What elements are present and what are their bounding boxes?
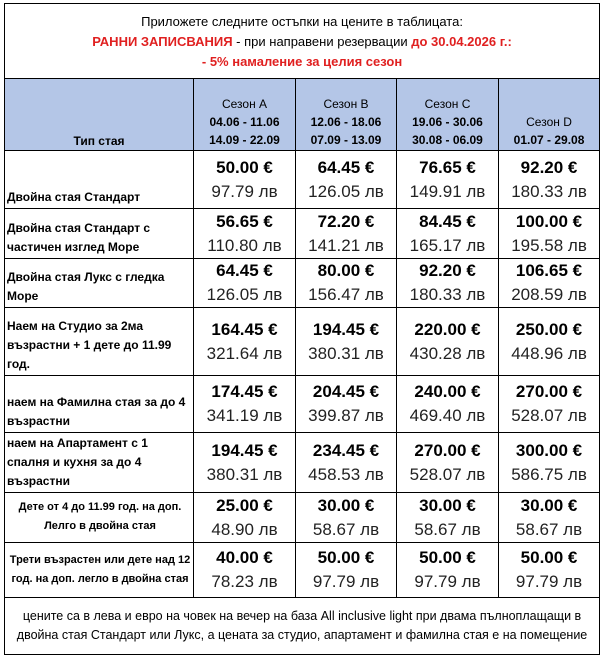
table-row bbox=[5, 543, 600, 598]
price-eur: 164.45 € bbox=[211, 319, 278, 339]
price-bgn: 341.19 лв bbox=[206, 406, 283, 425]
room-type-header: Тип стая bbox=[5, 79, 194, 151]
price-bgn: 180.33 лв bbox=[409, 285, 486, 304]
price-cell bbox=[194, 259, 296, 308]
price-eur: 64.45 € bbox=[317, 157, 375, 177]
season-dates-2: 30.08 - 06.09 bbox=[412, 133, 483, 147]
price-cell bbox=[194, 376, 296, 433]
price-bgn: 528.07 лв bbox=[409, 464, 486, 484]
price-bgn: 78.23 лв bbox=[211, 572, 278, 591]
season-name: Сезон B bbox=[323, 97, 369, 111]
table-row bbox=[5, 433, 600, 493]
price-cell bbox=[397, 433, 499, 493]
price-cell bbox=[397, 493, 499, 543]
table-row bbox=[5, 209, 600, 259]
season-a-header bbox=[194, 79, 296, 151]
price-cell bbox=[499, 433, 600, 493]
price-cell bbox=[296, 376, 397, 433]
season-name: Сезон D bbox=[526, 115, 572, 129]
price-cell bbox=[397, 308, 499, 376]
room-type: Наем на Студио за 2ма възрастни + 1 дете до 11.99 год. bbox=[5, 308, 194, 376]
price-eur: 76.65 € bbox=[419, 157, 476, 177]
price-eur: 50.00 € bbox=[216, 157, 273, 177]
room-type: Трети възрастен или дете над 12 год. на доп. легло в двойна стая bbox=[5, 543, 194, 598]
footer-row bbox=[5, 598, 600, 655]
price-bgn: 149.91 лв bbox=[409, 181, 486, 201]
price-eur: 56.65 € bbox=[216, 211, 273, 231]
price-cell bbox=[499, 259, 600, 308]
price-bgn: 141.21 лв bbox=[308, 235, 384, 255]
price-bgn: 58.67 лв bbox=[312, 519, 380, 539]
price-bgn: 380.31 лв bbox=[308, 343, 384, 363]
deadline-date: до 30.04.2026 г.: bbox=[411, 34, 512, 49]
price-cell bbox=[296, 493, 397, 543]
price-bgn: 126.05 лв bbox=[206, 285, 283, 304]
price-bgn: 528.07 лв bbox=[511, 406, 587, 425]
price-eur: 25.00 € bbox=[216, 495, 273, 515]
table-row bbox=[5, 151, 600, 209]
price-bgn: 321.64 лв bbox=[206, 343, 283, 363]
price-eur: 50.00 € bbox=[419, 548, 476, 567]
price-cell bbox=[194, 543, 296, 598]
season-dates-2: 07.09 - 13.09 bbox=[310, 133, 382, 147]
price-cell bbox=[499, 209, 600, 259]
table-row bbox=[5, 308, 600, 376]
price-bgn: 195.58 лв bbox=[511, 235, 587, 255]
price-bgn: 399.87 лв bbox=[308, 406, 384, 425]
price-eur: 270.00 € bbox=[414, 440, 481, 460]
price-eur: 50.00 € bbox=[520, 548, 578, 567]
season-name: Сезон A bbox=[221, 97, 268, 111]
price-eur: 92.20 € bbox=[520, 157, 578, 177]
season-name: Сезон C bbox=[424, 97, 471, 111]
price-bgn: 165.17 лв bbox=[409, 235, 486, 255]
season-dates-1: 12.06 - 18.06 bbox=[310, 115, 382, 129]
price-eur: 80.00 € bbox=[317, 261, 375, 280]
price-eur: 30.00 € bbox=[520, 495, 578, 515]
price-cell bbox=[397, 543, 499, 598]
notice-row bbox=[5, 4, 600, 79]
price-eur: 234.45 € bbox=[312, 440, 380, 460]
price-bgn: 180.33 лв bbox=[511, 181, 587, 201]
price-table bbox=[4, 3, 600, 655]
price-bgn: 448.96 лв bbox=[511, 343, 587, 363]
price-bgn: 97.79 лв bbox=[211, 181, 278, 201]
table-row bbox=[5, 376, 600, 433]
discount-percent: - 5% намаление за целия сезон bbox=[201, 54, 403, 69]
season-d-header bbox=[499, 79, 600, 151]
season-c-header bbox=[397, 79, 499, 151]
price-cell bbox=[499, 151, 600, 209]
room-type: Двойна стая Стандарт bbox=[5, 151, 194, 209]
season-dates-2: 01.07 - 29.08 bbox=[513, 133, 585, 147]
price-bgn: 586.75 лв bbox=[511, 464, 587, 484]
price-cell bbox=[194, 493, 296, 543]
season-dates-1: 19.06 - 30.06 bbox=[412, 115, 483, 129]
room-type: Двойна стая Стандарт с частичен изглед Море bbox=[5, 209, 194, 259]
price-eur: 194.45 € bbox=[211, 440, 278, 460]
price-bgn: 430.28 лв bbox=[409, 343, 486, 363]
price-eur: 72.20 € bbox=[317, 211, 375, 231]
price-eur: 100.00 € bbox=[515, 211, 583, 231]
price-bgn: 110.80 лв bbox=[207, 235, 282, 255]
price-cell bbox=[397, 259, 499, 308]
price-bgn: 156.47 лв bbox=[308, 285, 384, 304]
price-eur: 204.45 € bbox=[312, 382, 380, 401]
price-cell bbox=[194, 433, 296, 493]
price-cell bbox=[499, 543, 600, 598]
price-bgn: 97.79 лв bbox=[515, 572, 583, 591]
early-booking-label: РАННИ ЗАПИСВАНИЯ bbox=[92, 34, 233, 49]
price-bgn: 97.79 лв bbox=[312, 572, 380, 591]
price-bgn: 48.90 лв bbox=[211, 519, 278, 539]
price-eur: 40.00 € bbox=[216, 548, 273, 567]
price-bgn: 58.67 лв bbox=[515, 519, 583, 539]
price-eur: 64.45 € bbox=[216, 261, 273, 280]
room-type: Двойна стая Лукс с гледка Море bbox=[5, 259, 194, 308]
season-b-header bbox=[296, 79, 397, 151]
price-bgn: 126.05 лв bbox=[308, 181, 384, 201]
header-row bbox=[5, 79, 600, 151]
price-bgn: 458.53 лв bbox=[308, 464, 384, 484]
price-cell bbox=[194, 151, 296, 209]
price-cell bbox=[499, 376, 600, 433]
price-eur: 220.00 € bbox=[414, 319, 481, 339]
price-bgn: 97.79 лв bbox=[414, 572, 481, 591]
price-eur: 174.45 € bbox=[211, 382, 278, 401]
price-table-sheet bbox=[4, 3, 599, 655]
room-type: наем на Апартамент с 1 спалня и кухня за до 4 възрастни bbox=[5, 433, 194, 493]
price-eur: 92.20 € bbox=[419, 261, 476, 280]
price-bgn: 58.67 лв bbox=[414, 519, 481, 539]
price-cell bbox=[296, 151, 397, 209]
notice-line-2 bbox=[5, 32, 599, 52]
price-cell bbox=[397, 376, 499, 433]
room-type: Дете от 4 до 11.99 год. на доп. Лелго в двойна стая bbox=[5, 493, 194, 543]
price-cell bbox=[499, 308, 600, 376]
price-eur: 240.00 € bbox=[414, 382, 481, 401]
price-cell bbox=[194, 209, 296, 259]
price-cell bbox=[397, 151, 499, 209]
price-cell bbox=[296, 308, 397, 376]
footer-note: цените са в лева и евро на човек на вечер на база All inclusive light при двама пълноплащащи в двойна стая Стандарт или Лукс, а цената за студио, апартамент и фамилна стая е на помещение bbox=[5, 598, 600, 655]
price-eur: 250.00 € bbox=[515, 319, 583, 339]
price-eur: 194.45 € bbox=[312, 319, 380, 339]
season-dates-2: 14.09 - 22.09 bbox=[209, 133, 280, 147]
price-eur: 84.45 € bbox=[419, 211, 476, 231]
price-cell bbox=[296, 259, 397, 308]
price-cell bbox=[296, 433, 397, 493]
price-eur: 300.00 € bbox=[515, 440, 583, 460]
price-eur: 270.00 € bbox=[515, 382, 583, 401]
price-cell bbox=[194, 308, 296, 376]
price-eur: 106.65 € bbox=[515, 261, 583, 280]
price-bgn: 208.59 лв bbox=[511, 285, 587, 304]
price-eur: 30.00 € bbox=[419, 495, 476, 515]
price-cell bbox=[296, 209, 397, 259]
table-row bbox=[5, 259, 600, 308]
notice-line-2-text: - при направени резервации bbox=[232, 34, 412, 49]
room-type: наем на Фамилна стая за до 4 възрастни bbox=[5, 376, 194, 433]
price-bgn: 469.40 лв bbox=[409, 406, 486, 425]
season-dates-1: 04.06 - 11.06 bbox=[209, 115, 280, 129]
price-bgn: 380.31 лв bbox=[206, 464, 283, 484]
price-cell bbox=[397, 209, 499, 259]
table-row bbox=[5, 493, 600, 543]
price-cell bbox=[499, 493, 600, 543]
notice-line-1: Приложете следните остъпки на цените в таблицата: bbox=[141, 14, 463, 29]
discount-notice bbox=[5, 4, 600, 79]
price-cell bbox=[296, 543, 397, 598]
price-eur: 30.00 € bbox=[317, 495, 375, 515]
price-eur: 50.00 € bbox=[317, 548, 375, 567]
